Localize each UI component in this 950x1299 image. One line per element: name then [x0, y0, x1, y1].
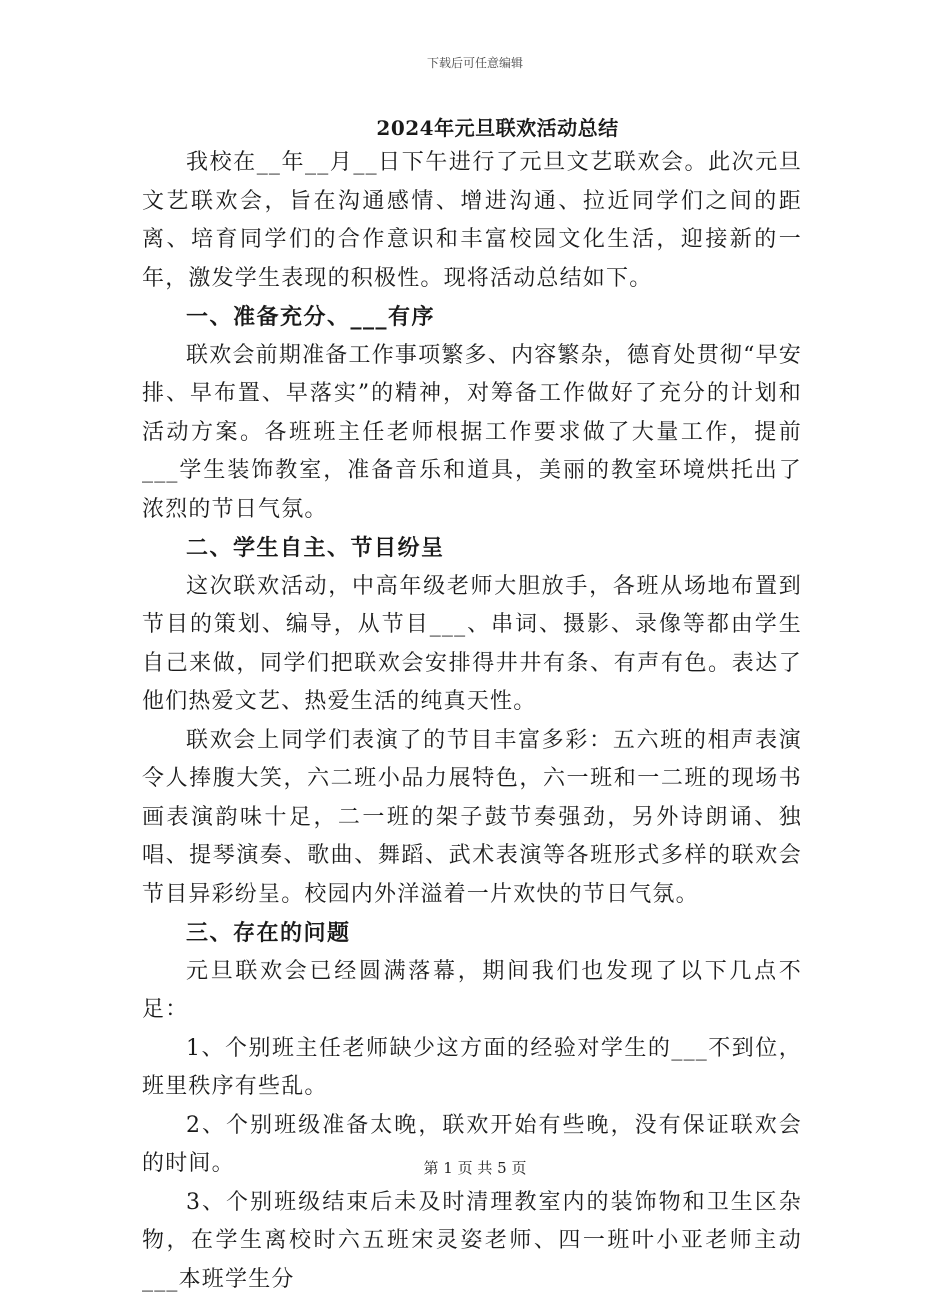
document-title: 2024年元旦联欢活动总结 — [0, 112, 950, 141]
section-2-paragraph-2: 联欢会上同学们表演了的节目丰富多彩：五六班的相声表演令人捧腹大笑，六二班小品力展特色，六一班和一二班的现场书画表演韵味十足，二一班的架子鼓节奏强劲，另外诗朗诵、独唱、提琴演奏、歌曲、舞蹈、武术表演等各班形式多样的联欢会节目异彩纷呈。校园内外洋溢着一片欢快的节日气氛。 — [142, 722, 802, 915]
issue-item-3: 3、个别班级结束后未及时清理教室内的装饰物和卫生区杂物，在学生离校时六五班宋灵姿老师、四一班叶小亚老师主动___本班学生分 — [142, 1184, 802, 1299]
section-heading-3: 三、存在的问题 — [142, 914, 802, 953]
section-1-paragraph: 联欢会前期准备工作事项繁多、内容繁杂，德育处贯彻“早安排、早布置、早落实”的精神，对筹备工作做好了充分的计划和活动方案。各班班主任老师根据工作要求做了大量工作，提前___学生装饰教室，准备音乐和道具，美丽的教室环境烘托出了浓烈的节日气氛。 — [142, 337, 802, 530]
section-2-paragraph-1: 这次联欢活动，中高年级老师大胆放手，各班从场地布置到节目的策划、编导，从节目___、串词、摄影、录像等都由学生自己来做，同学们把联欢会安排得井井有条、有声有色。表达了他们热爱文艺、热爱生活的纯真天性。 — [142, 568, 802, 722]
intro-paragraph: 我校在__年__月__日下午进行了元旦文艺联欢会。此次元旦文艺联欢会，旨在沟通感情、增进沟通、拉近同学们之间的距离、培育同学们的合作意识和丰富校园文化生活，迎接新的一年，激发学生表现的积极性。现将活动总结如下。 — [142, 144, 802, 298]
page-header-note: 下载后可任意编辑 — [0, 54, 950, 71]
page-number: 第 1 页 共 5 页 — [0, 1157, 950, 1178]
document-body — [142, 144, 802, 1299]
issue-item-2: 2、个别班级准备太晚，联欢开始有些晚，没有保证联欢会的时间。 — [142, 1107, 802, 1184]
issue-item-1: 1、个别班主任老师缺少这方面的经验对学生的___不到位，班里秩序有些乱。 — [142, 1030, 802, 1107]
section-heading-2: 二、学生自主、节目纷呈 — [142, 529, 802, 568]
section-3-intro: 元旦联欢会已经圆满落幕，期间我们也发现了以下几点不足： — [142, 953, 802, 1030]
section-heading-1: 一、准备充分、___有序 — [142, 298, 802, 337]
